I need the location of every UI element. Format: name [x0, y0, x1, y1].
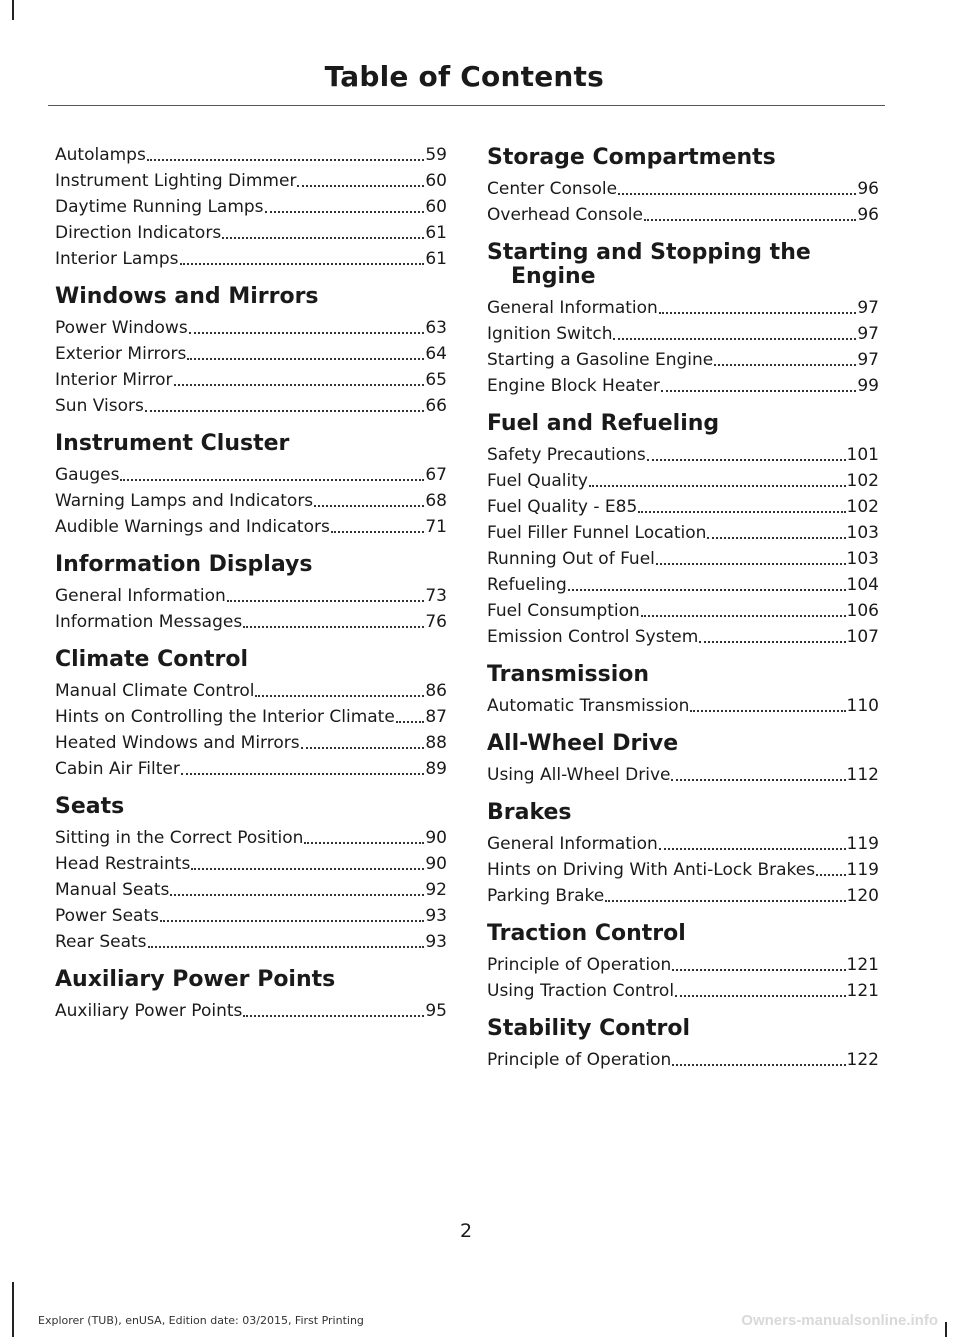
crop-mark-bottom-left: [12, 1282, 14, 1337]
toc-entry-label: General Information: [55, 586, 226, 606]
toc-entry[interactable]: [55, 397, 447, 416]
toc-entry-page: 86: [425, 681, 447, 701]
dot-leader: [659, 848, 846, 850]
toc-section: [487, 801, 879, 906]
dot-leader: [191, 868, 424, 870]
toc-entry-label: Exterior Mirrors: [55, 344, 187, 364]
dot-leader: [618, 193, 856, 195]
toc-section: [55, 285, 447, 416]
dot-leader: [661, 390, 857, 392]
toc-entry[interactable]: [487, 351, 879, 370]
dot-leader: [189, 332, 425, 334]
toc-entry-label: Parking Brake: [487, 886, 605, 906]
toc-entry[interactable]: [55, 198, 447, 217]
toc-entry-page: 93: [425, 906, 447, 926]
toc-entry-page: 61: [425, 249, 447, 269]
toc-entry-page: 68: [425, 491, 447, 511]
toc-entry-page: 97: [857, 324, 879, 344]
toc-right-column: [487, 146, 879, 1077]
dot-leader: [672, 969, 845, 971]
toc-entry-label: Interior Mirror: [55, 370, 173, 390]
dot-leader: [675, 995, 845, 997]
section-heading: Climate Control: [55, 647, 249, 672]
toc-entry-page: 90: [425, 828, 447, 848]
toc-entry-label: Safety Precautions: [487, 445, 646, 465]
toc-entry-page: 119: [846, 860, 879, 880]
toc-entry-label: Instrument Lighting Dimmer: [55, 171, 297, 191]
toc-entry-label: Fuel Consumption: [487, 601, 640, 621]
toc-section: [55, 432, 447, 537]
toc-entry-page: 64: [425, 344, 447, 364]
dot-leader: [297, 185, 424, 187]
toc-entry-label: Principle of Operation: [487, 1050, 672, 1070]
toc-section: [55, 648, 447, 779]
toc-entry-label: Using Traction Control: [487, 981, 675, 1001]
toc-entry-page: 122: [846, 1050, 879, 1070]
dot-leader: [656, 563, 846, 565]
toc-entry[interactable]: [55, 933, 447, 952]
toc-entry[interactable]: [487, 835, 879, 854]
dot-leader: [301, 747, 425, 749]
toc-entry[interactable]: [487, 325, 879, 344]
dot-leader: [714, 364, 856, 366]
toc-entry[interactable]: [487, 576, 879, 595]
toc-entry[interactable]: [487, 766, 879, 785]
header-rule: [48, 105, 885, 106]
section-heading: Information Displays: [55, 552, 313, 577]
toc-entry[interactable]: [487, 377, 879, 396]
edition-footer: Explorer (TUB), enUSA, Edition date: 03/2015, First Printing: [38, 1314, 364, 1327]
toc-entry-label: Automatic Transmission: [487, 696, 690, 716]
toc-entry-page: 96: [857, 179, 879, 199]
dot-leader: [120, 479, 424, 481]
toc-entry[interactable]: [55, 1002, 447, 1021]
dot-leader: [147, 159, 425, 161]
toc-entry-label: Audible Warnings and Indicators: [55, 517, 330, 537]
toc-entry-page: 120: [846, 886, 879, 906]
dot-leader: [314, 505, 424, 507]
toc-entry-page: 87: [425, 707, 447, 727]
dot-leader: [699, 641, 845, 643]
dot-leader: [647, 459, 846, 461]
toc-entry[interactable]: [487, 299, 879, 318]
toc-entry-label: Refueling: [487, 575, 567, 595]
toc-entry[interactable]: [55, 734, 447, 753]
toc-entry-page: 73: [425, 586, 447, 606]
dot-leader: [613, 338, 856, 340]
toc-entry-page: 104: [846, 575, 879, 595]
dot-leader: [396, 721, 425, 723]
toc-entry-page: 106: [846, 601, 879, 621]
toc-entry-page: 101: [846, 445, 879, 465]
dot-leader: [180, 263, 425, 265]
toc-entry-label: General Information: [487, 298, 658, 318]
section-heading: Fuel and Refueling: [487, 411, 720, 436]
toc-entry-page: 88: [425, 733, 447, 753]
toc-entry-page: 102: [846, 497, 879, 517]
toc-section: [55, 553, 447, 632]
toc-entry-page: 60: [425, 171, 447, 191]
dot-leader: [227, 600, 425, 602]
toc-entry-page: 110: [846, 696, 879, 716]
toc-entry[interactable]: [55, 224, 447, 243]
toc-entry[interactable]: [487, 628, 879, 647]
section-heading: Stability Control: [487, 1016, 691, 1041]
section-heading: All-Wheel Drive: [487, 731, 679, 756]
toc-entry-label: Direction Indicators: [55, 223, 222, 243]
toc-entry[interactable]: [55, 172, 447, 191]
toc-entry[interactable]: [55, 492, 447, 511]
toc-entry[interactable]: [487, 498, 879, 517]
toc-entry[interactable]: [487, 956, 879, 975]
toc-entry-label: Engine Block Heater: [487, 376, 660, 396]
toc-entry[interactable]: [487, 180, 879, 199]
toc-entry-label: Daytime Running Lamps: [55, 197, 264, 217]
toc-entry-page: 96: [857, 205, 879, 225]
toc-entry-label: Interior Lamps: [55, 249, 179, 269]
section-heading: Instrument Cluster: [55, 431, 290, 456]
toc-entry-label: Power Windows: [55, 318, 188, 338]
toc-section: [55, 968, 447, 1021]
toc-entry-label: Warning Lamps and Indicators: [55, 491, 314, 511]
page-number: 2: [459, 1220, 473, 1242]
toc-entry-page: 99: [857, 376, 879, 396]
toc-section: [487, 663, 879, 716]
toc-entry-label: Fuel Filler Funnel Location: [487, 523, 707, 543]
dot-leader: [160, 920, 424, 922]
toc-entry-page: 121: [846, 955, 879, 975]
section-heading: Starting and Stopping the Engine: [487, 240, 811, 289]
dot-leader: [638, 511, 845, 513]
toc-entry-page: 59: [425, 145, 447, 165]
toc-entry-page: 63: [425, 318, 447, 338]
dot-leader: [690, 710, 845, 712]
page-title: Table of Contents: [324, 60, 604, 93]
toc-entry-label: Auxiliary Power Points: [55, 1001, 243, 1021]
dot-leader: [243, 1015, 424, 1017]
toc-entry[interactable]: [55, 587, 447, 606]
toc-entry[interactable]: [487, 524, 879, 543]
toc-entry[interactable]: [55, 881, 447, 900]
toc-entry-label: Running Out of Fuel: [487, 549, 655, 569]
toc-entry-page: 107: [846, 627, 879, 647]
toc-entry-page: 61: [425, 223, 447, 243]
dot-leader: [707, 537, 845, 539]
section-heading: Storage Compartments: [487, 145, 776, 170]
toc-section: [487, 241, 879, 396]
toc-entry-page: 60: [425, 197, 447, 217]
toc-entry-label: Fuel Quality - E85: [487, 497, 638, 517]
toc-entry-page: 95: [425, 1001, 447, 1021]
toc-entry[interactable]: [55, 855, 447, 874]
crop-mark-bottom-right: [945, 1322, 947, 1337]
toc-entry-label: Ignition Switch: [487, 324, 613, 344]
toc-entry[interactable]: [487, 887, 879, 906]
toc-entry-label: Head Restraints: [55, 854, 191, 874]
toc-section: [487, 146, 879, 225]
toc-entry[interactable]: [487, 206, 879, 225]
toc-entry-page: 92: [425, 880, 447, 900]
toc-entry-label: Emission Control System: [487, 627, 699, 647]
toc-entry[interactable]: [55, 708, 447, 727]
toc-entry[interactable]: [55, 829, 447, 848]
toc-entry-label: Cabin Air Filter: [55, 759, 180, 779]
dot-leader: [641, 615, 846, 617]
toc-entry-page: 97: [857, 350, 879, 370]
dot-leader: [605, 900, 845, 902]
toc-entry[interactable]: [55, 760, 447, 779]
dot-leader: [568, 589, 846, 591]
toc-entry[interactable]: [55, 907, 447, 926]
dot-leader: [816, 874, 845, 876]
toc-entry[interactable]: [55, 146, 447, 165]
toc-entry-label: Fuel Quality: [487, 471, 588, 491]
toc-entry-page: 71: [425, 517, 447, 537]
section-heading: Transmission: [487, 662, 650, 687]
toc-entry-label: Principle of Operation: [487, 955, 672, 975]
toc-section: [487, 412, 879, 647]
toc-entry-label: Heated Windows and Mirrors: [55, 733, 300, 753]
dot-leader: [181, 773, 425, 775]
toc-left-column: [55, 146, 447, 1028]
toc-section: [487, 732, 879, 785]
toc-entry[interactable]: [55, 613, 447, 632]
toc-entry-page: 90: [425, 854, 447, 874]
toc-entry-page: 102: [846, 471, 879, 491]
toc-section: [55, 795, 447, 952]
dot-leader: [243, 626, 424, 628]
dot-leader: [170, 894, 424, 896]
crop-mark-top-left: [12, 0, 14, 20]
toc-entry[interactable]: [487, 861, 879, 880]
dot-leader: [148, 946, 425, 948]
toc-entry-label: Hints on Driving With Anti-Lock Brakes: [487, 860, 816, 880]
toc-entry[interactable]: [55, 250, 447, 269]
toc-entry[interactable]: [55, 371, 447, 390]
toc-entry-label: Manual Climate Control: [55, 681, 255, 701]
dot-leader: [255, 695, 424, 697]
toc-entry-label: Power Seats: [55, 906, 159, 926]
section-heading: Traction Control: [487, 921, 686, 946]
toc-entry-label: Center Console: [487, 179, 618, 199]
dot-leader: [671, 779, 845, 781]
toc-entry-label: General Information: [487, 834, 658, 854]
toc-entry-label: Using All-Wheel Drive: [487, 765, 671, 785]
toc-entry-page: 112: [846, 765, 879, 785]
dot-leader: [589, 485, 846, 487]
toc-entry[interactable]: [55, 466, 447, 485]
watermark: Owners-manualsonline.info: [741, 1312, 938, 1329]
toc-entry-label: Overhead Console: [487, 205, 643, 225]
toc-entry-page: 103: [846, 523, 879, 543]
toc-entry[interactable]: [55, 345, 447, 364]
section-heading: Auxiliary Power Points: [55, 967, 336, 992]
toc-entry-page: 89: [425, 759, 447, 779]
toc-entry-label: Sun Visors: [55, 396, 144, 416]
toc-entry-page: 67: [425, 465, 447, 485]
toc-section: [55, 146, 447, 269]
toc-entry-page: 121: [846, 981, 879, 1001]
section-heading: Brakes: [487, 800, 572, 825]
toc-entry[interactable]: [487, 982, 879, 1001]
toc-entry-label: Hints on Controlling the Interior Climate: [55, 707, 395, 727]
toc-entry[interactable]: [55, 319, 447, 338]
section-heading: Seats: [55, 794, 125, 819]
toc-entry-label: Starting a Gasoline Engine: [487, 350, 714, 370]
toc-entry[interactable]: [487, 446, 879, 465]
toc-entry-page: 66: [425, 396, 447, 416]
toc-entry-page: 93: [425, 932, 447, 952]
toc-section: [487, 1017, 879, 1070]
dot-leader: [672, 1064, 845, 1066]
dot-leader: [644, 219, 856, 221]
toc-entry-label: Sitting in the Correct Position: [55, 828, 304, 848]
toc-entry-label: Autolamps: [55, 145, 146, 165]
section-heading: Windows and Mirrors: [55, 284, 319, 309]
dot-leader: [659, 312, 857, 314]
toc-section: [487, 922, 879, 1001]
toc-entry-page: 65: [425, 370, 447, 390]
toc-entry-page: 76: [425, 612, 447, 632]
toc-entry-label: Rear Seats: [55, 932, 147, 952]
toc-entry[interactable]: [55, 682, 447, 701]
toc-entry-label: Gauges: [55, 465, 120, 485]
dot-leader: [265, 211, 425, 213]
toc-entry[interactable]: [487, 472, 879, 491]
toc-entry[interactable]: [487, 697, 879, 716]
toc-entry-label: Manual Seats: [55, 880, 170, 900]
dot-leader: [331, 531, 425, 533]
toc-entry-label: Information Messages: [55, 612, 243, 632]
toc-entry[interactable]: [55, 518, 447, 537]
dot-leader: [304, 842, 424, 844]
toc-entry[interactable]: [487, 1051, 879, 1070]
toc-entry[interactable]: [487, 550, 879, 569]
toc-entry[interactable]: [487, 602, 879, 621]
dot-leader: [174, 384, 425, 386]
toc-entry-page: 103: [846, 549, 879, 569]
dot-leader: [222, 237, 424, 239]
toc-entry-page: 119: [846, 834, 879, 854]
toc-entry-page: 97: [857, 298, 879, 318]
dot-leader: [187, 358, 424, 360]
dot-leader: [145, 410, 425, 412]
